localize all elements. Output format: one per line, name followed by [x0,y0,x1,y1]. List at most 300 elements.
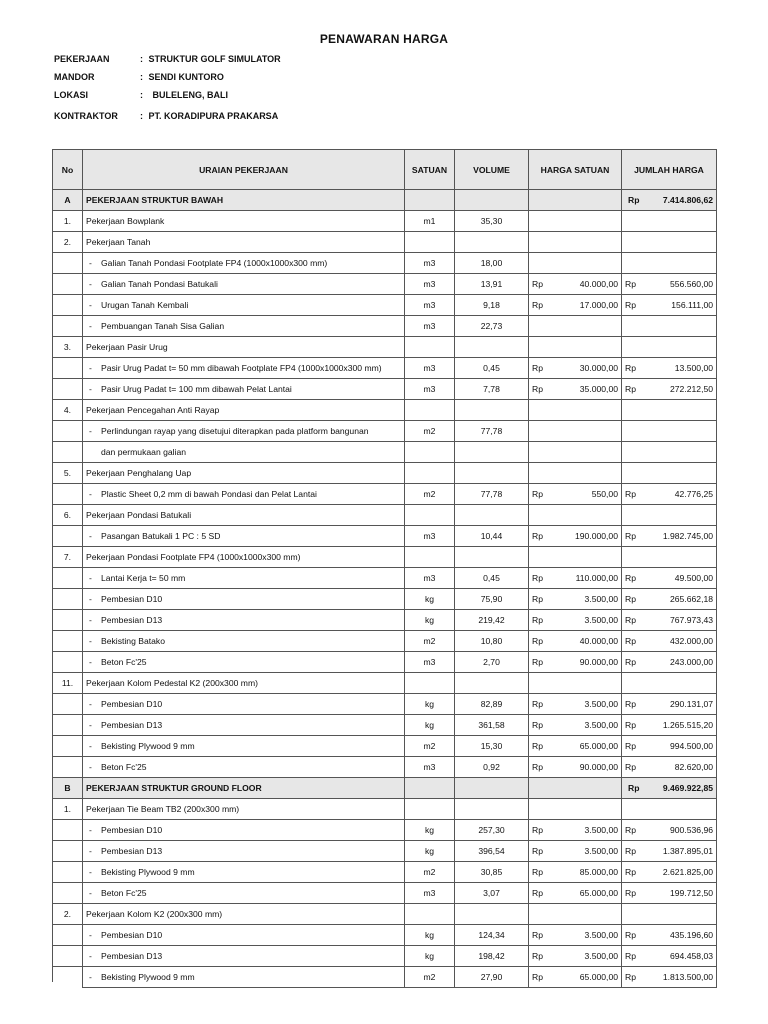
cell-satuan: kg [405,610,455,631]
cell-volume: 361,58 [455,715,529,736]
meta-row-mandor [54,72,224,82]
cell-amount-rp: Rp [622,379,644,400]
cell-satuan: kg [405,715,455,736]
cell-volume: 10,80 [455,631,529,652]
item-dash: - [89,300,92,310]
meta-value: PT. KORADIPURA PRAKARSA [148,111,279,121]
item-dash: - [89,867,92,877]
item-desc [83,484,405,505]
cell-volume [455,232,529,253]
cell-volume: 124,34 [455,925,529,946]
item-dash: - [89,888,92,898]
cell-amount: 49.500,00 [644,568,717,589]
table-row [53,736,717,757]
cell-amount-rp: Rp [622,757,644,778]
row-no [53,925,83,946]
row-no [53,358,83,379]
cell-satuan [405,778,455,799]
meta-key: LOKASI [54,90,89,100]
item-desc [83,652,405,673]
cell-amount [644,547,717,568]
cell-amount [644,505,717,526]
cell-volume [455,400,529,421]
price-table [52,149,717,988]
cell-amount: 900.536,96 [644,820,717,841]
cell-amount-rp [622,442,644,463]
cell-volume [455,778,529,799]
row-no [53,589,83,610]
cell-satuan: m2 [405,967,455,988]
cell-satuan [405,673,455,694]
cell-satuan [405,904,455,925]
cell-amount-rp [622,904,644,925]
cell-volume: 15,30 [455,736,529,757]
item-dash: - [89,951,92,961]
item-desc [83,757,405,778]
cell-price-rp [529,673,551,694]
table-row [53,631,717,652]
cell-amount-rp: Rp [622,652,644,673]
cell-volume: 9,18 [455,295,529,316]
table-row [53,883,717,904]
cell-amount: 767.973,43 [644,610,717,631]
item-desc [83,715,405,736]
cell-amount-rp [622,421,644,442]
meta-colon: : [140,54,143,64]
cell-amount: 435.196,60 [644,925,717,946]
cell-amount: 694.458,03 [644,946,717,967]
cell-volume: 0,45 [455,568,529,589]
cell-amount-rp [622,400,644,421]
table-row [53,841,717,862]
item-dash: - [89,531,92,541]
cell-price: 85.000,00 [551,862,622,883]
cell-price-rp: Rp [529,736,551,757]
cell-satuan: m3 [405,883,455,904]
cell-price [551,547,622,568]
item-desc [83,295,405,316]
cell-amount-rp [622,463,644,484]
item-desc-text: dan permukaan galian [101,447,187,457]
cell-price-rp [529,421,551,442]
meta-row-pekerjaan [54,54,281,64]
cell-amount: 82.620,00 [644,757,717,778]
cell-amount: 272.212,50 [644,379,717,400]
cell-satuan [405,442,455,463]
cell-amount [644,400,717,421]
cell-price-rp: Rp [529,379,551,400]
cell-satuan: m2 [405,421,455,442]
item-desc [83,925,405,946]
cell-amount-rp: Rp [622,610,644,631]
cell-amount: 243.000,00 [644,652,717,673]
table-row [53,400,717,421]
cell-volume: 82,89 [455,694,529,715]
cell-price: 17.000,00 [551,295,622,316]
cell-price: 110.000,00 [551,568,622,589]
table-row [53,337,717,358]
cell-amount-rp: Rp [622,589,644,610]
table-row [53,967,717,988]
table-row [53,190,717,211]
cell-volume [455,442,529,463]
item-dash: - [89,489,92,499]
cell-volume: 10,44 [455,526,529,547]
cell-price: 30.000,00 [551,358,622,379]
cell-price-rp [529,442,551,463]
row-no [53,757,83,778]
item-desc [83,841,405,862]
cell-price [551,421,622,442]
group-title: Pekerjaan Penghalang Uap [83,463,405,484]
cell-satuan [405,232,455,253]
cell-volume: 0,92 [455,757,529,778]
row-no [53,442,83,463]
cell-satuan: m3 [405,253,455,274]
cell-volume [455,904,529,925]
cell-price-rp: Rp [529,295,551,316]
meta-colon: : [140,90,143,100]
cell-satuan: m2 [405,484,455,505]
group-title: Pekerjaan Kolom Pedestal K2 (200x300 mm) [83,673,405,694]
cell-volume: 198,42 [455,946,529,967]
section-total-value: 7.414.806,62 [662,195,714,205]
header-harga-satuan: HARGA SATUAN [529,150,622,190]
item-dash: - [89,636,92,646]
row-no [53,253,83,274]
cell-price [551,211,622,232]
cell-amount-rp: Rp [622,841,644,862]
item-desc-text: Bekisting Batako [101,636,166,646]
item-desc-text: Pembesian D10 [101,825,163,835]
item-desc-text: Pembesian D10 [101,594,163,604]
row-no [53,862,83,883]
table-row [53,505,717,526]
cell-price: 3.500,00 [551,946,622,967]
item-dash: - [89,846,92,856]
cell-amount: 1.813.500,00 [644,967,717,988]
cell-amount-rp: Rp [622,274,644,295]
document-title: PENAWARAN HARGA [319,32,449,46]
cell-satuan [405,799,455,820]
item-dash: - [89,615,92,625]
cell-amount-rp: Rp [622,295,644,316]
row-no [53,715,83,736]
item-desc-text: Bekisting Plywood 9 mm [101,741,195,751]
cell-amount [644,673,717,694]
item-desc [83,316,405,337]
cell-satuan [405,505,455,526]
cell-price-rp: Rp [529,841,551,862]
item-desc-text: Pembesian D10 [101,930,163,940]
cell-volume [455,547,529,568]
cell-price-rp [529,778,551,799]
table-row [53,715,717,736]
group-title: Pekerjaan Tanah [83,232,405,253]
cell-satuan: m3 [405,757,455,778]
cell-volume: 75,90 [455,589,529,610]
item-dash: - [89,972,92,982]
cell-volume: 27,90 [455,967,529,988]
table-row [53,484,717,505]
cell-amount [644,799,717,820]
cell-price-rp [529,232,551,253]
cell-amount: 1.387.895,01 [644,841,717,862]
meta-row-lokasi [54,90,228,100]
row-no: 1. [53,211,83,232]
cell-price-rp [529,505,551,526]
currency-label: Rp [628,783,640,793]
cell-amount: 290.131,07 [644,694,717,715]
cell-satuan: m2 [405,862,455,883]
item-dash: - [89,594,92,604]
cell-volume: 219,42 [455,610,529,631]
item-dash: - [89,825,92,835]
item-desc [83,631,405,652]
cell-price-rp [529,904,551,925]
group-title: Pekerjaan Pencegahan Anti Rayap [83,400,405,421]
currency-label: Rp [628,195,640,205]
cell-price-rp [529,337,551,358]
cell-price-rp [529,211,551,232]
row-no: A [53,190,83,211]
cell-amount-rp [622,799,644,820]
cell-price-rp: Rp [529,967,551,988]
cell-amount-rp: Rp [622,820,644,841]
table-row [53,757,717,778]
table-row [53,232,717,253]
cell-satuan: kg [405,946,455,967]
cell-satuan: m3 [405,568,455,589]
table-row [53,652,717,673]
cell-price: 65.000,00 [551,967,622,988]
item-dash: - [89,384,92,394]
cell-price: 3.500,00 [551,610,622,631]
table-row [53,799,717,820]
cell-volume: 35,30 [455,211,529,232]
cell-price-rp: Rp [529,925,551,946]
cell-price-rp [529,463,551,484]
cell-volume: 7,78 [455,379,529,400]
cell-satuan: kg [405,589,455,610]
cell-amount-rp: Rp [622,883,644,904]
cell-price [551,673,622,694]
cell-amount-rp: Rp [622,925,644,946]
cell-price-rp [529,799,551,820]
table-row [53,211,717,232]
item-dash: - [89,321,92,331]
item-dash: - [89,930,92,940]
cell-amount-rp: Rp [622,568,644,589]
item-desc-text: Bekisting Plywood 9 mm [101,972,195,982]
item-desc-text: Beton Fc'25 [101,762,147,772]
cell-amount [644,337,717,358]
table-row [53,442,717,463]
cell-price-rp: Rp [529,568,551,589]
table-row [53,316,717,337]
item-desc [83,862,405,883]
item-desc [83,358,405,379]
cell-price: 3.500,00 [551,820,622,841]
meta-value: STRUKTUR GOLF SIMULATOR [148,54,281,64]
item-desc [83,736,405,757]
cell-volume: 257,30 [455,820,529,841]
cell-price: 90.000,00 [551,757,622,778]
cell-amount [644,442,717,463]
table-row [53,904,717,925]
cell-volume: 77,78 [455,484,529,505]
cell-price [551,463,622,484]
item-dash: - [89,762,92,772]
cell-satuan: m2 [405,736,455,757]
table-row [53,547,717,568]
item-dash: - [89,573,92,583]
cell-satuan: m3 [405,316,455,337]
item-desc-text: Pembesian D13 [101,846,163,856]
cell-price-rp: Rp [529,820,551,841]
cell-volume [455,505,529,526]
cell-satuan: m3 [405,379,455,400]
cell-amount: 1.982.745,00 [644,526,717,547]
meta-key: PEKERJAAN [54,54,110,64]
table-header-row [53,150,717,190]
cell-price [551,190,622,211]
cell-price-rp: Rp [529,358,551,379]
cell-satuan [405,463,455,484]
cell-amount-rp: Rp [622,967,644,988]
cell-price: 190.000,00 [551,526,622,547]
cell-amount: 13.500,00 [644,358,717,379]
header-uraian: URAIAN PEKERJAAN [83,150,405,190]
cell-amount-rp: Rp [622,946,644,967]
row-no [53,379,83,400]
item-dash: - [89,699,92,709]
header-no: No [53,150,83,190]
row-no: 11. [53,673,83,694]
item-desc [83,883,405,904]
row-no [53,568,83,589]
cell-satuan: m3 [405,295,455,316]
cell-price-rp: Rp [529,757,551,778]
cell-amount [644,421,717,442]
item-desc-text: Urugan Tanah Kembali [101,300,189,310]
cell-amount-rp [622,547,644,568]
table-row [53,526,717,547]
cell-satuan: m2 [405,631,455,652]
item-desc [83,589,405,610]
item-desc-text: Beton Fc'25 [101,657,147,667]
row-no: 2. [53,232,83,253]
cell-price-rp [529,400,551,421]
cell-amount-rp: Rp [622,358,644,379]
cell-amount-rp [622,253,644,274]
row-no [53,631,83,652]
cell-price-rp: Rp [529,484,551,505]
cell-price: 550,00 [551,484,622,505]
cell-satuan: kg [405,925,455,946]
cell-satuan: kg [405,820,455,841]
row-no: 2. [53,904,83,925]
cell-price: 40.000,00 [551,274,622,295]
item-desc-text: Pembesian D13 [101,951,163,961]
item-desc-text: Pasangan Batukali 1 PC : 5 SD [101,531,221,541]
item-dash: - [89,720,92,730]
cell-amount-rp [622,211,644,232]
cell-price [551,337,622,358]
cell-price-rp: Rp [529,883,551,904]
page-cut [52,982,82,990]
row-no [53,421,83,442]
cell-amount: 199.712,50 [644,883,717,904]
row-no [53,946,83,967]
row-no [53,820,83,841]
cell-amount-rp [622,232,644,253]
item-desc [83,820,405,841]
item-dash: - [89,279,92,289]
item-desc [83,526,405,547]
table-body [53,190,717,988]
cell-volume [455,673,529,694]
cell-volume: 396,54 [455,841,529,862]
header-jumlah-harga: JUMLAH HARGA [622,150,717,190]
cell-price-rp [529,316,551,337]
item-desc-text: Plastic Sheet 0,2 mm di bawah Pondasi dan Pelat Lantai [101,489,317,499]
cell-price: 65.000,00 [551,736,622,757]
cell-price [551,232,622,253]
row-no [53,526,83,547]
table-row [53,421,717,442]
cell-price-rp: Rp [529,652,551,673]
cell-amount-rp: Rp [622,526,644,547]
section-total [622,190,717,211]
item-desc-text: Pembesian D13 [101,615,163,625]
group-title: Pekerjaan Bowplank [83,211,405,232]
cell-price [551,904,622,925]
cell-price [551,799,622,820]
cell-volume: 22,73 [455,316,529,337]
cell-price: 65.000,00 [551,883,622,904]
table-row [53,379,717,400]
group-title: Pekerjaan Tie Beam TB2 (200x300 mm) [83,799,405,820]
cell-price: 3.500,00 [551,715,622,736]
cell-amount: 265.662,18 [644,589,717,610]
cell-price-rp: Rp [529,694,551,715]
header-satuan: SATUAN [405,150,455,190]
cell-volume [455,190,529,211]
item-desc [83,967,405,988]
cell-volume [455,799,529,820]
row-no [53,484,83,505]
item-desc-text: Perlindungan rayap yang disetujui diterapkan pada platform bangunan [101,426,369,436]
cell-price-rp: Rp [529,274,551,295]
cell-amount-rp [622,673,644,694]
item-desc-text: Lantai Kerja t= 50 mm [101,573,186,583]
table-row [53,253,717,274]
cell-price: 35.000,00 [551,379,622,400]
item-desc-text: Pasir Urug Padat t= 50 mm dibawah Footplate FP4 (1000x1000x300 mm) [101,363,382,373]
cell-amount: 1.265.515,20 [644,715,717,736]
row-no [53,694,83,715]
row-no [53,274,83,295]
cell-price-rp: Rp [529,715,551,736]
cell-satuan [405,547,455,568]
row-no [53,295,83,316]
row-no: 4. [53,400,83,421]
cell-amount-rp: Rp [622,484,644,505]
item-dash: - [89,363,92,373]
cell-amount: 994.500,00 [644,736,717,757]
section-total [622,778,717,799]
